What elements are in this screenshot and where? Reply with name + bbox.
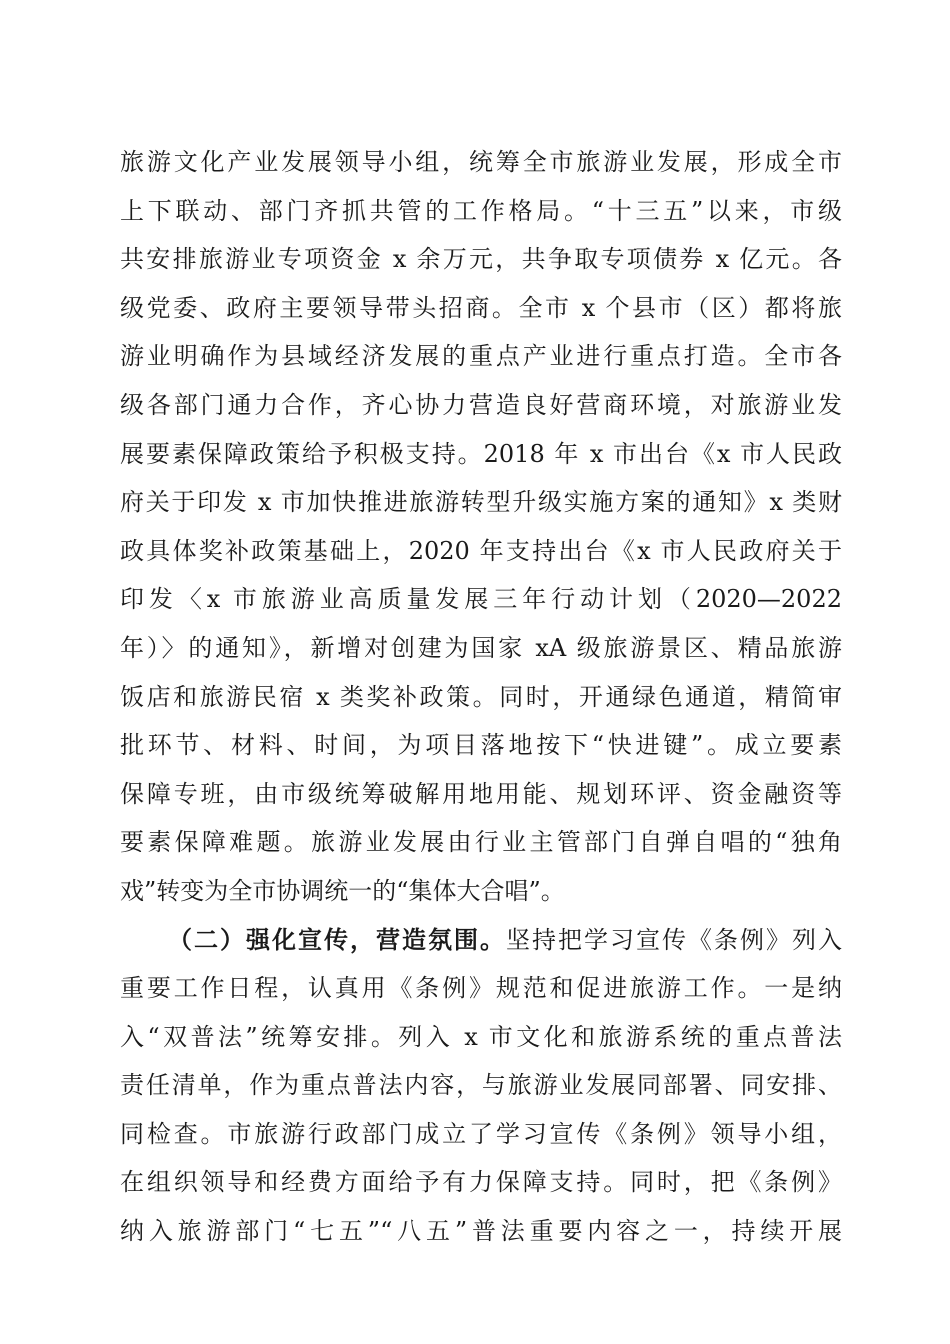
text-line: 共安排旅游业专项资金 x 余万元，共争取专项债券 x 亿元。各 — [120, 245, 842, 274]
text-line: 戏”转变为全市协调统一的“集体大合唱”。 — [120, 876, 565, 905]
text-line: 责任清单，作为重点普法内容，与旅游业发展同部署、同安排、 — [120, 1071, 842, 1100]
text-line: 入“双普法”统筹安排。列入 x 市文化和旅游系统的重点普法 — [120, 1022, 842, 1051]
section-heading-line — [120, 916, 842, 965]
text-line: 级各部门通力合作，齐心协力营造良好营商环境，对旅游业发 — [120, 390, 842, 419]
text-line: 政具体奖补政策基础上，2020 年支持出台《x 市人民政府关于 — [120, 536, 842, 565]
text-line: 批环节、材料、时间，为项目落地按下“快进键”。成立要素 — [120, 731, 842, 760]
text-line: 旅游文化产业发展领导小组，统筹全市旅游业发展，形成全市 — [120, 148, 842, 176]
text-line: 展要素保障政策给予积极支持。2018 年 x 市出台《x 市人民政 — [120, 439, 842, 468]
text-line: 游业明确作为县域经济发展的重点产业进行重点打造。全市各 — [120, 342, 842, 371]
text-line: 要素保障难题。旅游业发展由行业主管部门自弹自唱的“独角 — [120, 828, 842, 857]
text-line-rest: 坚持把学习宣传《条例》列入 — [506, 925, 842, 954]
text-line: 级党委、政府主要领导带头招商。全市 x 个县市（区）都将旅 — [120, 293, 842, 322]
section-heading: （二）强化宣传，营造氛围。 — [168, 924, 506, 954]
text-line: 重要工作日程，认真用《条例》规范和促进旅游工作。一是纳 — [120, 974, 842, 1003]
text-line: 府关于印发 x 市加快推进旅游转型升级实施方案的通知》x 类财 — [120, 488, 842, 517]
text-line: 上下联动、部门齐抓共管的工作格局。“十三五”以来，市级 — [120, 196, 842, 225]
text-line: 纳入旅游部门“七五”“八五”普法重要内容之一，持续开展 — [120, 1217, 842, 1246]
text-line: 年）〉的通知》，新增对创建为国家 xA 级旅游景区、精品旅游 — [120, 633, 842, 662]
text-line: 饭店和旅游民宿 x 类奖补政策。同时，开通绿色通道，精简审 — [120, 682, 842, 711]
body-text — [120, 138, 842, 1256]
text-line: 同检查。市旅游行政部门成立了学习宣传《条例》领导小组， — [120, 1119, 842, 1148]
text-line: 保障专班，由市级统筹破解用地用能、规划环评、资金融资等 — [120, 779, 842, 808]
text-line: 印发〈x 市旅游业高质量发展三年行动计划（2020—2022 — [120, 585, 842, 614]
text-line: 在组织领导和经费方面给予有力保障支持。同时，把《条例》 — [120, 1168, 842, 1197]
